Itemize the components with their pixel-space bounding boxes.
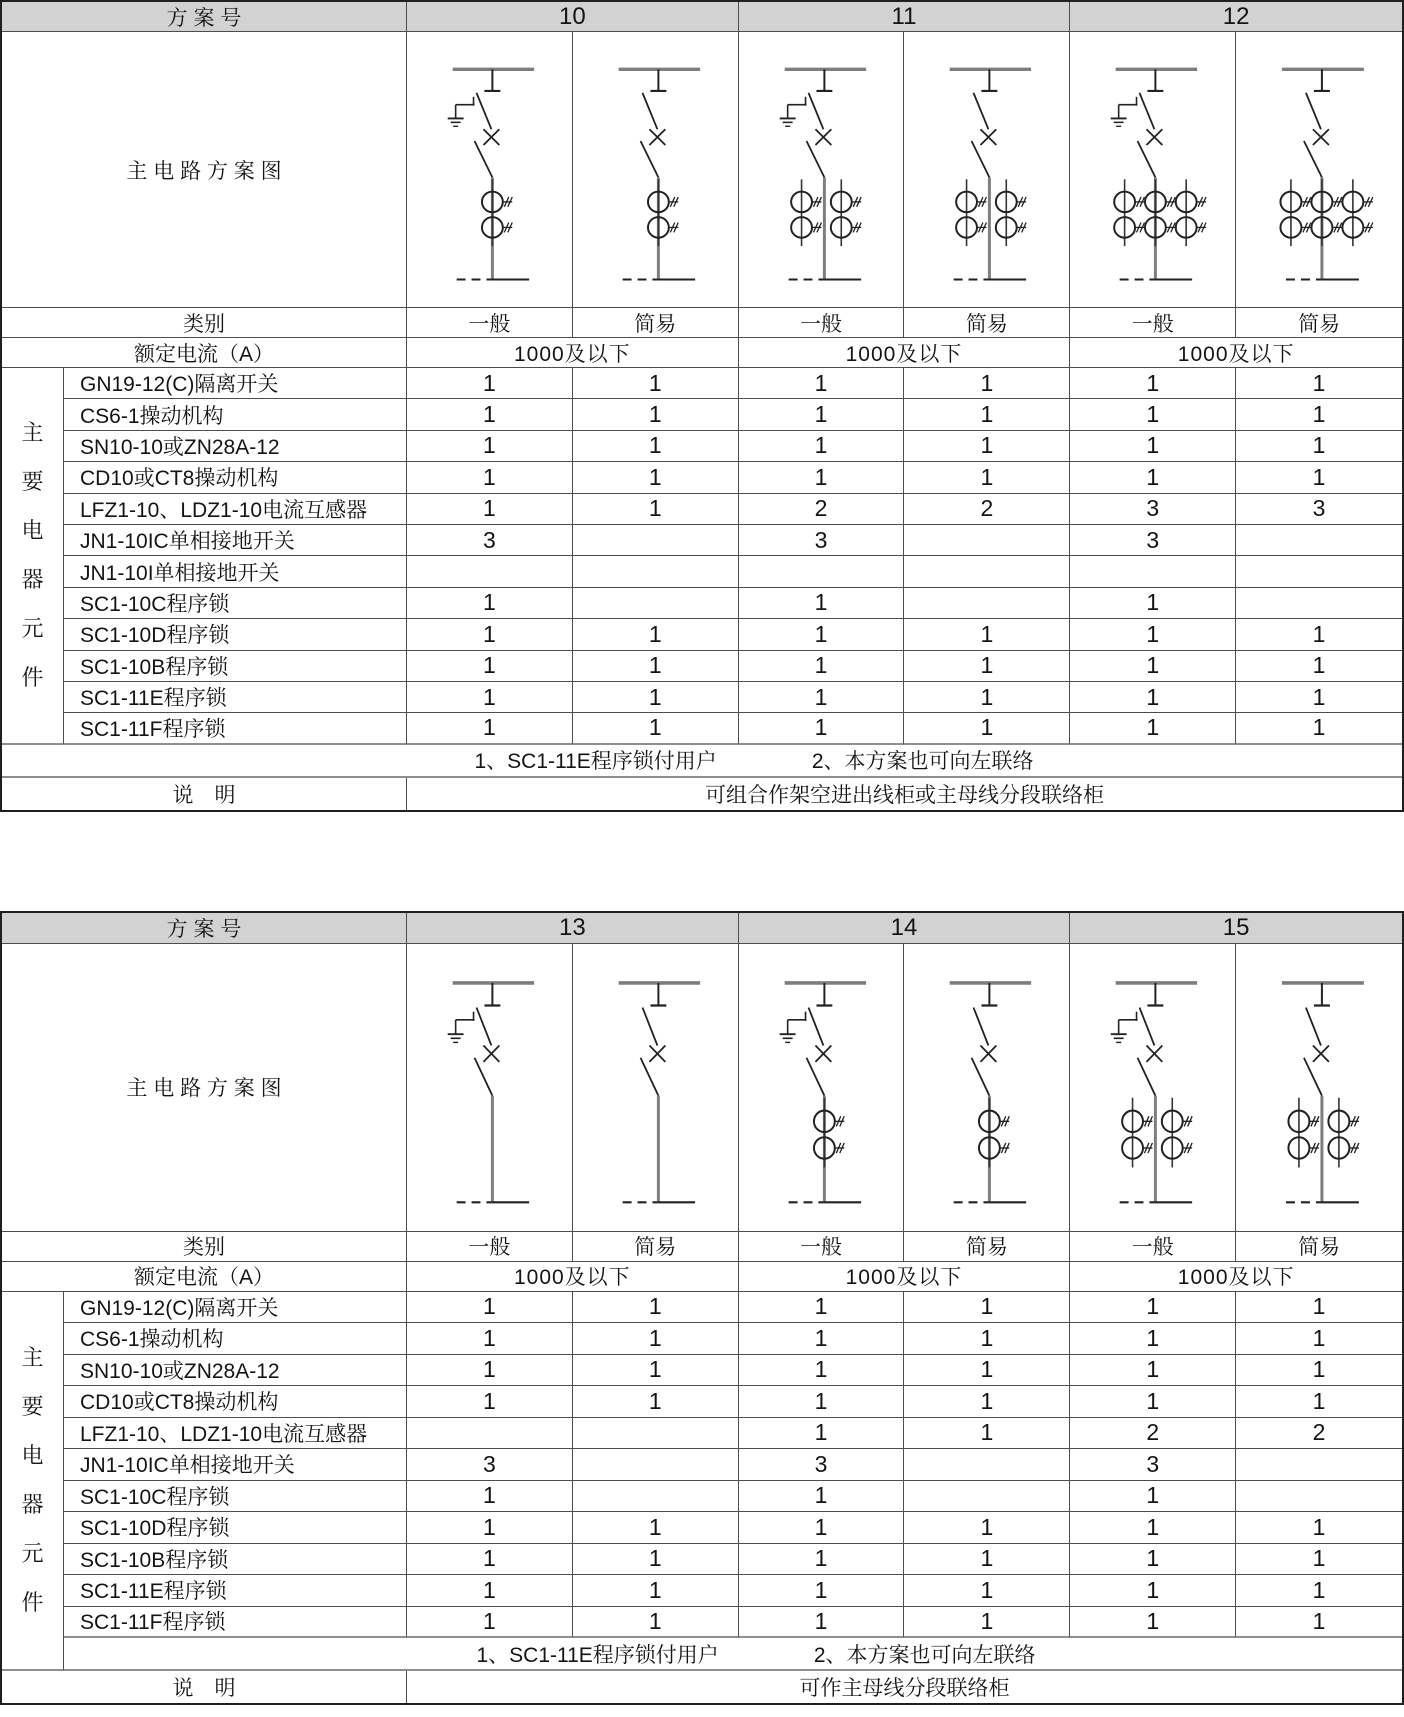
components-group-char: 器 <box>21 1491 44 1517</box>
component-count-cell <box>739 556 905 587</box>
scheme-number-cell: 11 <box>739 2 1071 32</box>
component-count-cell: 1 <box>1070 462 1236 493</box>
component-count-cell: 1 <box>573 1323 739 1355</box>
component-count-cell: 1 <box>407 713 573 744</box>
component-count-cell: 1 <box>407 494 573 525</box>
component-count-cell: 2 <box>739 494 905 525</box>
components-group-char: 件 <box>21 664 44 690</box>
components-group-label <box>2 1292 64 1672</box>
component-count-cell: 1 <box>1236 399 1402 430</box>
category-cell: 简易 <box>1236 308 1402 338</box>
component-count-cell: 1 <box>739 651 905 682</box>
component-name: SC1-11F程序锁 <box>64 713 407 744</box>
component-count-cell: 1 <box>407 1481 573 1513</box>
component-count-cell: 1 <box>904 1544 1070 1576</box>
category-cell: 一般 <box>407 308 573 338</box>
circuit-diagram-general <box>407 32 572 307</box>
component-count-cell: 1 <box>573 651 739 682</box>
component-count-cell: 1 <box>1070 588 1236 619</box>
component-count-cell: 1 <box>407 368 573 399</box>
notes-text <box>474 745 1033 775</box>
component-count-cell: 1 <box>573 682 739 713</box>
note-item: 2、本方案也可向左联络 <box>811 750 1034 774</box>
diagram-cell <box>904 944 1070 1232</box>
category-cell: 简易 <box>904 308 1070 338</box>
scheme-number-header: 方 案 号 <box>2 2 407 32</box>
diagram-cell <box>739 32 905 308</box>
component-count-cell: 1 <box>739 619 905 650</box>
component-count-cell: 1 <box>739 462 905 493</box>
rated-current-label: 额定电流（A） <box>2 1262 407 1292</box>
component-count-cell: 1 <box>1236 619 1402 650</box>
description-label: 说 明 <box>2 778 407 810</box>
category-cell: 一般 <box>1070 308 1236 338</box>
component-count-cell: 3 <box>1070 1449 1236 1481</box>
component-count-cell: 1 <box>739 431 905 462</box>
component-count-cell: 1 <box>739 1544 905 1576</box>
component-count-cell <box>573 588 739 619</box>
component-count-cell: 1 <box>1236 1292 1402 1324</box>
component-count-cell <box>1236 525 1402 556</box>
component-name: SC1-10C程序锁 <box>64 588 407 619</box>
component-count-cell: 1 <box>1236 1607 1402 1639</box>
component-name: CS6-1操动机构 <box>64 399 407 430</box>
rated-current-cell: 1000及以下 <box>1070 1262 1402 1292</box>
component-count-cell: 1 <box>904 1386 1070 1418</box>
components-group-char: 要 <box>21 468 44 494</box>
component-count-cell: 1 <box>1070 651 1236 682</box>
component-count-cell: 2 <box>1070 1418 1236 1450</box>
component-count-cell <box>573 525 739 556</box>
component-count-cell: 1 <box>739 682 905 713</box>
component-name: SC1-10B程序锁 <box>64 651 407 682</box>
rated-current-cell: 1000及以下 <box>407 1262 739 1292</box>
component-count-cell: 1 <box>904 1418 1070 1450</box>
components-group-char: 电 <box>21 1442 44 1468</box>
rated-current-cell: 1000及以下 <box>407 338 739 368</box>
component-count-cell: 1 <box>739 399 905 430</box>
circuit-diagram-general <box>739 944 904 1231</box>
component-count-cell: 1 <box>1070 1607 1236 1639</box>
circuit-diagram-simple <box>573 32 738 307</box>
component-name: SC1-10D程序锁 <box>64 619 407 650</box>
component-count-cell: 1 <box>904 713 1070 744</box>
component-count-cell: 2 <box>1236 1418 1402 1450</box>
component-count-cell <box>1236 1449 1402 1481</box>
component-count-cell <box>904 556 1070 587</box>
category-cell: 简易 <box>573 308 739 338</box>
category-cell: 一般 <box>739 308 905 338</box>
component-count-cell: 1 <box>739 1607 905 1639</box>
component-count-cell: 1 <box>1070 1575 1236 1607</box>
component-count-cell: 1 <box>1236 1544 1402 1576</box>
component-count-cell: 1 <box>1070 1481 1236 1513</box>
component-count-cell: 1 <box>904 399 1070 430</box>
component-count-cell: 1 <box>407 1544 573 1576</box>
components-group-char: 要 <box>21 1393 44 1419</box>
scheme-table-10-12 <box>0 0 1404 812</box>
diagram-cell <box>573 944 739 1232</box>
diagram-cell <box>1236 944 1402 1232</box>
components-group-char: 元 <box>21 615 44 641</box>
component-count-cell: 1 <box>573 462 739 493</box>
rated-current-cell: 1000及以下 <box>739 1262 1071 1292</box>
component-name: SC1-10D程序锁 <box>64 1512 407 1544</box>
diagram-cell <box>573 32 739 308</box>
category-row-label: 类别 <box>2 308 407 338</box>
category-row-label: 类别 <box>2 1232 407 1262</box>
component-name: LFZ1-10、LDZ1-10电流互感器 <box>64 1418 407 1450</box>
component-count-cell: 1 <box>739 1292 905 1324</box>
component-count-cell: 1 <box>407 1292 573 1324</box>
component-count-cell: 1 <box>739 1355 905 1387</box>
component-count-cell: 1 <box>1236 682 1402 713</box>
component-count-cell: 1 <box>1236 431 1402 462</box>
note-item: 1、SC1-11E程序锁付用户 <box>474 750 717 774</box>
component-count-cell <box>573 1449 739 1481</box>
component-count-cell: 1 <box>1070 368 1236 399</box>
component-count-cell: 1 <box>407 462 573 493</box>
component-count-cell: 1 <box>1236 1386 1402 1418</box>
scheme-number-cell: 12 <box>1070 2 1402 32</box>
component-count-cell: 1 <box>739 588 905 619</box>
component-count-cell: 3 <box>407 525 573 556</box>
category-cell: 简易 <box>904 1232 1070 1262</box>
component-name: SC1-11E程序锁 <box>64 682 407 713</box>
scheme-number-cell: 10 <box>407 2 739 32</box>
component-count-cell: 3 <box>1236 494 1402 525</box>
component-name: CS6-1操动机构 <box>64 1323 407 1355</box>
component-count-cell <box>573 556 739 587</box>
component-count-cell: 1 <box>1070 1355 1236 1387</box>
component-count-cell: 1 <box>904 1292 1070 1324</box>
component-count-cell: 1 <box>904 1355 1070 1387</box>
description-label: 说 明 <box>2 1671 407 1703</box>
diagram-cell <box>1070 32 1236 308</box>
description-cell: 可组合作架空进出线柜或主母线分段联络柜 <box>704 783 1104 807</box>
component-name: GN19-12(C)隔离开关 <box>64 1292 407 1324</box>
component-count-cell: 1 <box>1070 682 1236 713</box>
component-count-cell: 1 <box>573 1575 739 1607</box>
component-count-cell: 1 <box>407 651 573 682</box>
components-group-char: 主 <box>21 419 44 445</box>
component-count-cell: 1 <box>407 1386 573 1418</box>
component-count-cell: 1 <box>904 368 1070 399</box>
component-count-cell: 3 <box>1070 525 1236 556</box>
components-group-char: 器 <box>21 566 44 592</box>
component-name: JN1-10I单相接地开关 <box>64 556 407 587</box>
description-cell: 可作主母线分段联络柜 <box>799 1677 1010 1701</box>
component-count-cell: 1 <box>904 1575 1070 1607</box>
component-count-cell: 1 <box>1070 713 1236 744</box>
component-count-cell: 1 <box>1236 1323 1402 1355</box>
component-count-cell <box>573 1418 739 1450</box>
components-group-label <box>2 368 64 745</box>
component-name: SN10-10或ZN28A-12 <box>64 431 407 462</box>
scheme-number-cell: 15 <box>1070 913 1402 944</box>
component-name: JN1-10IC单相接地开关 <box>64 1449 407 1481</box>
components-group-char: 主 <box>21 1344 44 1370</box>
component-count-cell: 3 <box>739 525 905 556</box>
rated-current-cell: 1000及以下 <box>1070 338 1402 368</box>
component-name: GN19-12(C)隔离开关 <box>64 368 407 399</box>
component-count-cell <box>1070 556 1236 587</box>
circuit-diagram-simple <box>1236 944 1402 1231</box>
component-count-cell: 1 <box>739 713 905 744</box>
component-count-cell: 1 <box>573 1386 739 1418</box>
scheme-number-cell: 14 <box>739 913 1071 944</box>
components-group-char: 电 <box>21 517 44 543</box>
scheme-table-13-15 <box>0 911 1404 1706</box>
component-count-cell <box>407 556 573 587</box>
component-count-cell: 1 <box>739 1386 905 1418</box>
component-count-cell: 1 <box>1236 368 1402 399</box>
component-count-cell: 1 <box>1070 399 1236 430</box>
component-name: CD10或CT8操动机构 <box>64 1386 407 1418</box>
component-count-cell: 1 <box>1070 431 1236 462</box>
component-name: CD10或CT8操动机构 <box>64 462 407 493</box>
component-count-cell: 1 <box>739 1418 905 1450</box>
component-count-cell: 1 <box>1236 651 1402 682</box>
component-name: SC1-10B程序锁 <box>64 1544 407 1576</box>
component-count-cell: 1 <box>1236 1355 1402 1387</box>
note-item: 2、本方案也可向左联络 <box>813 1643 1036 1667</box>
component-count-cell: 1 <box>407 1355 573 1387</box>
diagram-cell <box>1070 944 1236 1232</box>
component-count-cell: 3 <box>407 1449 573 1481</box>
component-count-cell: 1 <box>573 1292 739 1324</box>
component-count-cell: 1 <box>1070 1544 1236 1576</box>
notes-row <box>2 745 1402 778</box>
component-count-cell: 1 <box>573 619 739 650</box>
component-name: SC1-10C程序锁 <box>64 1481 407 1513</box>
component-count-cell: 1 <box>407 1512 573 1544</box>
component-name: JN1-10IC单相接地开关 <box>64 525 407 556</box>
component-count-cell: 1 <box>739 1323 905 1355</box>
scheme-number-header: 方 案 号 <box>2 913 407 944</box>
component-count-cell <box>904 1449 1070 1481</box>
scheme-number-cell: 13 <box>407 913 739 944</box>
components-group-char: 件 <box>21 1589 44 1615</box>
diagram-row-label: 主 电 路 方 案 图 <box>2 944 407 1232</box>
rated-current-label: 额定电流（A） <box>2 338 407 368</box>
component-count-cell <box>904 525 1070 556</box>
circuit-diagram-simple <box>904 32 1069 307</box>
component-count-cell: 1 <box>407 682 573 713</box>
component-count-cell: 1 <box>1236 1512 1402 1544</box>
component-count-cell: 1 <box>1070 1323 1236 1355</box>
component-count-cell: 1 <box>407 1607 573 1639</box>
category-cell: 一般 <box>739 1232 905 1262</box>
component-count-cell <box>904 1481 1070 1513</box>
component-count-cell: 1 <box>904 619 1070 650</box>
category-cell: 一般 <box>1070 1232 1236 1262</box>
component-count-cell <box>1236 556 1402 587</box>
component-name: SC1-11E程序锁 <box>64 1575 407 1607</box>
component-count-cell: 1 <box>407 431 573 462</box>
component-count-cell <box>904 588 1070 619</box>
component-name: SC1-11F程序锁 <box>64 1607 407 1639</box>
notes-row <box>64 1638 1402 1671</box>
component-count-cell: 1 <box>904 1607 1070 1639</box>
component-count-cell: 2 <box>904 494 1070 525</box>
component-count-cell: 1 <box>407 1323 573 1355</box>
component-count-cell: 1 <box>407 588 573 619</box>
rated-current-cell: 1000及以下 <box>739 338 1071 368</box>
component-name: SN10-10或ZN28A-12 <box>64 1355 407 1387</box>
component-count-cell: 1 <box>739 368 905 399</box>
note-item: 1、SC1-11E程序锁付用户 <box>476 1643 719 1667</box>
component-count-cell: 1 <box>904 651 1070 682</box>
component-count-cell: 1 <box>573 494 739 525</box>
category-cell: 简易 <box>573 1232 739 1262</box>
circuit-diagram-simple <box>1236 32 1402 307</box>
component-count-cell: 1 <box>573 713 739 744</box>
component-count-cell: 1 <box>407 399 573 430</box>
component-count-cell: 1 <box>739 1512 905 1544</box>
diagram-cell <box>904 32 1070 308</box>
component-count-cell: 1 <box>1070 1292 1236 1324</box>
components-group-char: 元 <box>21 1540 44 1566</box>
component-count-cell: 1 <box>739 1481 905 1513</box>
component-count-cell: 1 <box>573 1512 739 1544</box>
circuit-diagram-simple <box>573 944 738 1231</box>
component-count-cell: 1 <box>904 682 1070 713</box>
category-cell: 简易 <box>1236 1232 1402 1262</box>
component-count-cell: 1 <box>407 1575 573 1607</box>
component-count-cell: 1 <box>904 1512 1070 1544</box>
component-count-cell: 1 <box>904 462 1070 493</box>
diagram-row-label: 主 电 路 方 案 图 <box>2 32 407 308</box>
circuit-diagram-general <box>407 944 572 1231</box>
notes-text <box>476 1639 1035 1669</box>
component-count-cell: 1 <box>573 431 739 462</box>
component-count-cell <box>1236 588 1402 619</box>
component-count-cell: 1 <box>1070 619 1236 650</box>
component-count-cell: 1 <box>573 1544 739 1576</box>
component-count-cell <box>1236 1481 1402 1513</box>
diagram-cell <box>1236 32 1402 308</box>
diagram-cell <box>739 944 905 1232</box>
component-count-cell: 1 <box>407 619 573 650</box>
diagram-cell <box>407 32 573 308</box>
component-count-cell: 1 <box>1070 1512 1236 1544</box>
component-count-cell: 3 <box>739 1449 905 1481</box>
component-count-cell: 1 <box>1236 462 1402 493</box>
component-count-cell: 1 <box>1236 713 1402 744</box>
component-count-cell: 1 <box>739 1575 905 1607</box>
circuit-diagram-general <box>1070 32 1235 307</box>
category-cell: 一般 <box>407 1232 573 1262</box>
circuit-diagram-general <box>739 32 904 307</box>
component-count-cell: 1 <box>573 1355 739 1387</box>
circuit-diagram-simple <box>904 944 1069 1231</box>
component-count-cell <box>407 1418 573 1450</box>
component-name: LFZ1-10、LDZ1-10电流互感器 <box>64 494 407 525</box>
component-count-cell: 1 <box>1236 1575 1402 1607</box>
component-count-cell: 3 <box>1070 494 1236 525</box>
circuit-diagram-general <box>1070 944 1235 1231</box>
component-count-cell: 1 <box>573 368 739 399</box>
component-count-cell: 1 <box>573 1607 739 1639</box>
component-count-cell: 1 <box>904 1323 1070 1355</box>
component-count-cell: 1 <box>1070 1386 1236 1418</box>
component-count-cell: 1 <box>904 431 1070 462</box>
component-count-cell: 1 <box>573 399 739 430</box>
diagram-cell <box>407 944 573 1232</box>
component-count-cell <box>573 1481 739 1513</box>
